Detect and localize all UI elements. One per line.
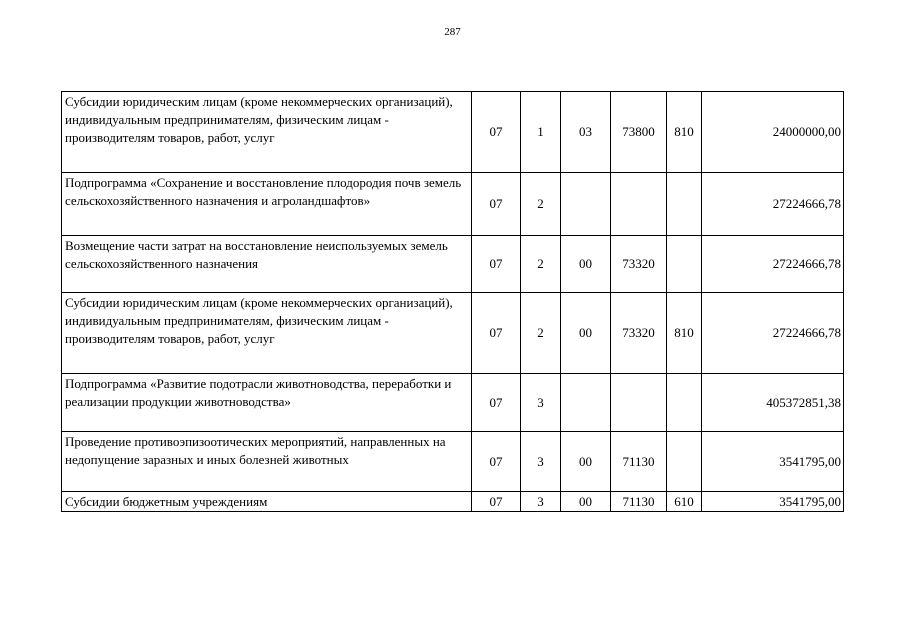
- subsection-code: 3: [521, 374, 561, 432]
- amount: 27224666,78: [702, 236, 844, 293]
- row-name: Подпрограмма «Сохранение и восстановление плодородия почв земель сельскохозяйственного назначения и агроландшафтов»: [62, 173, 472, 236]
- table-row: [62, 492, 844, 512]
- section-code: 07: [472, 92, 521, 173]
- amount: 27224666,78: [702, 173, 844, 236]
- expense-type-code: 610: [667, 492, 702, 512]
- amount: 27224666,78: [702, 293, 844, 374]
- table-row: [62, 374, 844, 432]
- program-code: [561, 173, 611, 236]
- subsection-code: 1: [521, 92, 561, 173]
- budget-table: [61, 91, 844, 512]
- expense-type-code: [667, 432, 702, 492]
- program-code: [561, 374, 611, 432]
- subsection-code: 2: [521, 293, 561, 374]
- program-code: 00: [561, 236, 611, 293]
- subsection-code: 3: [521, 432, 561, 492]
- section-code: 07: [472, 173, 521, 236]
- program-code: 00: [561, 492, 611, 512]
- section-code: 07: [472, 236, 521, 293]
- section-code: 07: [472, 293, 521, 374]
- row-name: Субсидии бюджетным учреждениям: [62, 492, 472, 512]
- table-row: [62, 293, 844, 374]
- amount: 24000000,00: [702, 92, 844, 173]
- target-code: 71130: [611, 492, 667, 512]
- subsection-code: 3: [521, 492, 561, 512]
- section-code: 07: [472, 374, 521, 432]
- program-code: 00: [561, 293, 611, 374]
- target-code: [611, 173, 667, 236]
- subsection-code: 2: [521, 173, 561, 236]
- section-code: 07: [472, 492, 521, 512]
- target-code: 73320: [611, 236, 667, 293]
- amount: 3541795,00: [702, 432, 844, 492]
- row-name: Возмещение части затрат на восстановление неиспользуемых земель сельскохозяйственного назначения: [62, 236, 472, 293]
- target-code: 73800: [611, 92, 667, 173]
- expense-type-code: 810: [667, 293, 702, 374]
- target-code: 73320: [611, 293, 667, 374]
- expense-type-code: [667, 236, 702, 293]
- target-code: [611, 374, 667, 432]
- row-name: Субсидии юридическим лицам (кроме некоммерческих организаций), индивидуальным предпринимателям, физическим лицам - производителям товаров, работ, услуг: [62, 293, 472, 374]
- program-code: 03: [561, 92, 611, 173]
- subsection-code: 2: [521, 236, 561, 293]
- table-row: [62, 173, 844, 236]
- program-code: 00: [561, 432, 611, 492]
- table-row: [62, 92, 844, 173]
- expense-type-code: 810: [667, 92, 702, 173]
- amount: 405372851,38: [702, 374, 844, 432]
- row-name: Субсидии юридическим лицам (кроме некоммерческих организаций), индивидуальным предпринимателям, физическим лицам - производителям товаров, работ, услуг: [62, 92, 472, 173]
- row-name: Проведение противоэпизоотических мероприятий, направленных на недопущение заразных и иных болезней животных: [62, 432, 472, 492]
- row-name: Подпрограмма «Развитие подотрасли животноводства, переработки и реализации продукции животноводства»: [62, 374, 472, 432]
- table-row: [62, 236, 844, 293]
- expense-type-code: [667, 374, 702, 432]
- section-code: 07: [472, 432, 521, 492]
- amount: 3541795,00: [702, 492, 844, 512]
- target-code: 71130: [611, 432, 667, 492]
- expense-type-code: [667, 173, 702, 236]
- page-number: 287: [444, 26, 461, 38]
- table-row: [62, 432, 844, 492]
